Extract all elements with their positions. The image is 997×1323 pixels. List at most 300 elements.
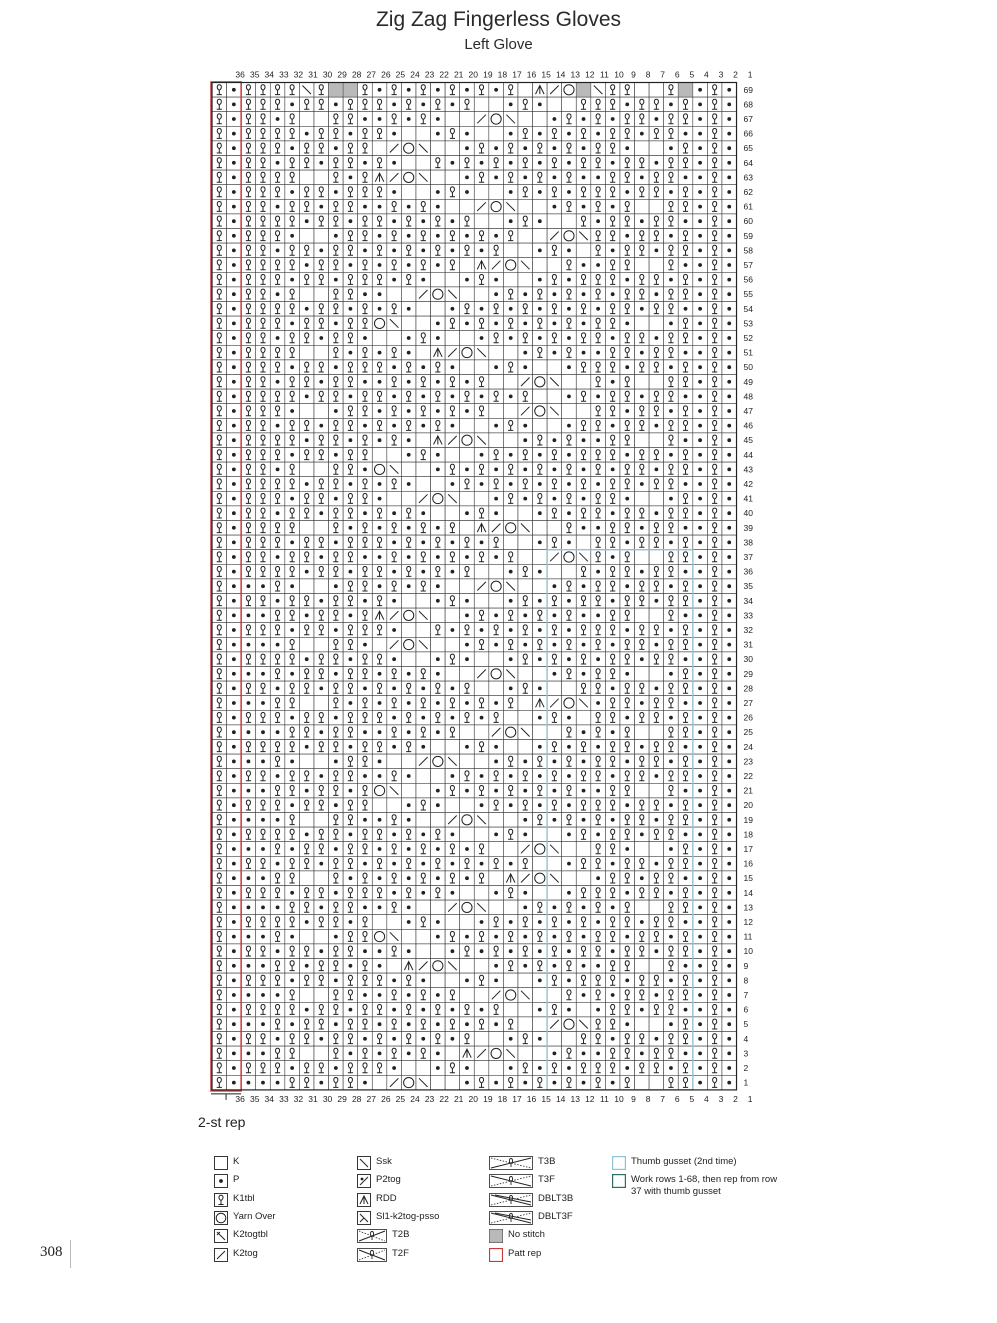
chart-cell — [343, 1046, 358, 1061]
chart-cell — [707, 521, 722, 536]
chart-cell — [445, 535, 460, 550]
chart-cell — [474, 375, 489, 390]
chart-cell — [605, 477, 620, 492]
chart-cell — [591, 156, 606, 171]
chart-cell — [533, 959, 548, 974]
chart-cell — [401, 156, 416, 171]
chart-cell — [591, 637, 606, 652]
chart-cell — [591, 798, 606, 813]
chart-cell — [343, 345, 358, 360]
chart-cell — [678, 754, 693, 769]
chart-cell — [460, 491, 475, 506]
row-label: 26 — [743, 712, 753, 723]
chart-cell — [547, 214, 562, 229]
chart-cell — [460, 506, 475, 521]
chart-cell — [299, 944, 314, 959]
chart-cell — [285, 316, 300, 331]
chart-cell — [707, 842, 722, 857]
chart-cell — [416, 214, 431, 229]
chart-cell — [576, 856, 591, 871]
chart-cell — [431, 886, 446, 901]
chart-cell — [547, 1017, 562, 1032]
chart-cell — [445, 83, 460, 98]
chart-cell — [299, 375, 314, 390]
chart-cell — [299, 316, 314, 331]
chart-cell — [547, 506, 562, 521]
chart-cell — [605, 97, 620, 112]
chart-cell — [285, 1061, 300, 1076]
chart-cell — [270, 929, 285, 944]
chart-cell — [431, 156, 446, 171]
chart-cell — [445, 360, 460, 375]
chart-cell — [635, 637, 650, 652]
chart-cell — [314, 506, 329, 521]
chart-cell — [372, 667, 387, 682]
chart-cell — [460, 900, 475, 915]
col-label-bottom: 11 — [599, 1093, 609, 1104]
chart-cell — [227, 83, 242, 98]
chart-cell — [299, 769, 314, 784]
chart-cell — [314, 404, 329, 419]
chart-cell — [401, 185, 416, 200]
chart-cell — [445, 988, 460, 1003]
chart-cell — [343, 170, 358, 185]
row-label: 15 — [743, 873, 753, 884]
chart-cell — [285, 156, 300, 171]
chart-cell — [649, 418, 664, 433]
chart-cell — [591, 97, 606, 112]
chart-cell — [299, 973, 314, 988]
chart-cell — [314, 813, 329, 828]
chart-cell — [693, 433, 708, 448]
chart-cell — [358, 521, 373, 536]
chart-cell — [649, 959, 664, 974]
chart-cell — [591, 813, 606, 828]
chart-cell — [591, 1075, 606, 1090]
chart-cell — [547, 156, 562, 171]
chart-cell — [649, 1002, 664, 1017]
chart-cell — [678, 564, 693, 579]
chart-cell — [562, 272, 577, 287]
chart-cell — [212, 608, 227, 623]
chart-cell — [518, 141, 533, 156]
chart-cell — [314, 944, 329, 959]
chart-cell — [591, 404, 606, 419]
col-label-bottom: 15 — [541, 1093, 551, 1104]
chart-cell — [635, 1046, 650, 1061]
chart-cell — [547, 404, 562, 419]
chart-cell — [562, 915, 577, 930]
row-label: 5 — [743, 1019, 749, 1030]
col-label-bottom: 6 — [674, 1093, 680, 1104]
chart-cell — [314, 462, 329, 477]
chart-cell — [635, 740, 650, 755]
chart-cell — [693, 623, 708, 638]
chart-cell — [358, 418, 373, 433]
chart-cell — [343, 126, 358, 141]
chart-cell — [416, 331, 431, 346]
chart-cell — [678, 404, 693, 419]
chart-cell — [256, 1032, 271, 1047]
chart-cell — [445, 1046, 460, 1061]
chart-cell — [416, 623, 431, 638]
chart-cell — [445, 652, 460, 667]
chart-cell — [664, 725, 679, 740]
chart-cell — [605, 375, 620, 390]
chart-cell — [576, 696, 591, 711]
chart-cell — [503, 827, 518, 842]
col-label-top: 24 — [410, 69, 420, 80]
chart-cell — [416, 170, 431, 185]
chart-cell — [722, 418, 737, 433]
chart-cell — [547, 667, 562, 682]
chart-cell — [693, 462, 708, 477]
chart-cell — [460, 199, 475, 214]
chart-cell — [445, 608, 460, 623]
chart-cell — [562, 491, 577, 506]
chart-cell — [241, 754, 256, 769]
chart-cell — [635, 185, 650, 200]
chart-cell — [489, 900, 504, 915]
chart-cell — [678, 331, 693, 346]
chart-cell — [722, 725, 737, 740]
chart-cell — [503, 564, 518, 579]
chart-cell — [693, 170, 708, 185]
chart-cell — [635, 345, 650, 360]
chart-cell — [212, 871, 227, 886]
chart-cell — [416, 126, 431, 141]
empty-icon — [214, 1156, 228, 1170]
col-label-bottom: 17 — [512, 1093, 522, 1104]
chart-cell — [547, 1002, 562, 1017]
chart-cell — [722, 448, 737, 463]
chart-cell — [518, 170, 533, 185]
col-label-top: 29 — [337, 69, 347, 80]
col-label-top: 30 — [322, 69, 333, 80]
chart-cell — [707, 856, 722, 871]
chart-cell — [256, 214, 271, 229]
chart-cell — [489, 360, 504, 375]
chart-cell — [722, 754, 737, 769]
chart-cell — [489, 856, 504, 871]
chart-cell — [576, 637, 591, 652]
chart-cell — [401, 1002, 416, 1017]
chart-cell — [591, 331, 606, 346]
chart-cell — [664, 345, 679, 360]
chart-cell — [576, 418, 591, 433]
chart-cell — [256, 229, 271, 244]
chart-cell — [678, 959, 693, 974]
chart-cell — [678, 316, 693, 331]
chart-cell — [489, 915, 504, 930]
chart-cell — [416, 564, 431, 579]
chart-cell — [358, 258, 373, 273]
chart-cell — [343, 316, 358, 331]
row-label: 61 — [743, 201, 753, 212]
chart-cell — [343, 199, 358, 214]
chart-cell — [387, 316, 402, 331]
chart-cell — [285, 827, 300, 842]
chart-cell — [212, 623, 227, 638]
row-label: 18 — [743, 829, 753, 840]
chart-cell — [372, 185, 387, 200]
col-label-top: 28 — [351, 69, 362, 80]
chart-cell — [591, 608, 606, 623]
chart-cell — [649, 637, 664, 652]
chart-cell — [343, 667, 358, 682]
col-label-bottom: 27 — [366, 1093, 377, 1104]
chart-cell — [431, 112, 446, 127]
chart-cell — [431, 623, 446, 638]
chart-cell — [372, 871, 387, 886]
chart-cell — [489, 170, 504, 185]
chart-cell — [299, 389, 314, 404]
chart-cell — [547, 959, 562, 974]
chart-cell — [270, 856, 285, 871]
chart-cell — [635, 375, 650, 390]
chart-cell — [416, 1017, 431, 1032]
chart-cell — [605, 199, 620, 214]
chart-cell — [649, 900, 664, 915]
chart-cell — [635, 214, 650, 229]
chart-cell — [664, 448, 679, 463]
chart-cell — [329, 769, 344, 784]
chart-cell — [707, 754, 722, 769]
chart-cell — [343, 1017, 358, 1032]
chart-cell — [416, 97, 431, 112]
chart-cell — [241, 345, 256, 360]
chart-cell — [707, 725, 722, 740]
chart-cell — [533, 185, 548, 200]
chart-cell — [547, 418, 562, 433]
chart-cell — [562, 433, 577, 448]
chart-cell — [401, 783, 416, 798]
chart-cell — [329, 389, 344, 404]
chart-cell — [227, 462, 242, 477]
chart-cell — [227, 1002, 242, 1017]
chart-cell — [460, 302, 475, 317]
chart-cell — [605, 535, 620, 550]
chart-cell — [620, 681, 635, 696]
chart-cell — [620, 1002, 635, 1017]
chart-cell — [387, 1032, 402, 1047]
chart-cell — [227, 973, 242, 988]
chart-cell — [401, 856, 416, 871]
chart-cell — [431, 988, 446, 1003]
chart-cell — [270, 623, 285, 638]
chart-cell — [562, 740, 577, 755]
col-label-top: 26 — [381, 69, 391, 80]
chart-cell — [445, 579, 460, 594]
chart-cell — [562, 944, 577, 959]
chart-cell — [635, 506, 650, 521]
chart-cell — [649, 769, 664, 784]
chart-cell — [299, 798, 314, 813]
chart-cell — [431, 272, 446, 287]
chart-cell — [329, 199, 344, 214]
chart-cell — [285, 579, 300, 594]
chart-cell — [299, 506, 314, 521]
chart-cell — [270, 783, 285, 798]
col-label-bottom: 25 — [395, 1093, 406, 1104]
chart-cell — [416, 418, 431, 433]
chart-cell — [329, 871, 344, 886]
chart-cell — [547, 141, 562, 156]
chart-cell — [227, 97, 242, 112]
chart-cell — [372, 477, 387, 492]
chart-cell — [678, 769, 693, 784]
chart-cell — [358, 156, 373, 171]
chart-cell — [591, 83, 606, 98]
chart-cell — [270, 462, 285, 477]
chart-cell — [256, 973, 271, 988]
chart-cell — [693, 900, 708, 915]
chart-cell — [314, 316, 329, 331]
chart-cell — [503, 944, 518, 959]
chart-cell — [256, 1061, 271, 1076]
chart-cell — [227, 375, 242, 390]
chart-cell — [387, 199, 402, 214]
chart-cell — [299, 564, 314, 579]
row-label: 8 — [743, 975, 749, 986]
chart-cell — [358, 1017, 373, 1032]
chart-cell — [576, 272, 591, 287]
chart-cell — [314, 199, 329, 214]
chart-cell — [387, 170, 402, 185]
chart-cell — [635, 243, 650, 258]
col-label-top: 6 — [674, 69, 680, 80]
chart-cell — [649, 462, 664, 477]
chart-cell — [518, 477, 533, 492]
chart-cell — [387, 448, 402, 463]
chart-cell — [270, 681, 285, 696]
chart-cell — [503, 725, 518, 740]
chart-cell — [605, 126, 620, 141]
chart-cell — [533, 97, 548, 112]
chart-cell — [314, 243, 329, 258]
chart-cell — [562, 1002, 577, 1017]
chart-cell — [518, 156, 533, 171]
chart-cell — [533, 900, 548, 915]
chart-cell — [270, 900, 285, 915]
chart-cell — [620, 856, 635, 871]
chart-cell — [285, 798, 300, 813]
chart-cell — [270, 871, 285, 886]
chart-cell — [343, 696, 358, 711]
chart-cell — [547, 199, 562, 214]
chart-cell — [314, 1002, 329, 1017]
chart-cell — [605, 1017, 620, 1032]
legend-item — [214, 1156, 239, 1172]
col-label-bottom: 7 — [660, 1093, 666, 1104]
chart-cell — [635, 83, 650, 98]
chart-cell — [445, 521, 460, 536]
chart-cell — [678, 1002, 693, 1017]
chart-cell — [329, 141, 344, 156]
chart-cell — [678, 988, 693, 1003]
chart-cell — [664, 258, 679, 273]
chart-cell — [227, 871, 242, 886]
chart-cell — [533, 667, 548, 682]
chart-cell — [270, 97, 285, 112]
chart-cell — [329, 214, 344, 229]
chart-cell — [387, 1002, 402, 1017]
chart-cell — [343, 798, 358, 813]
chart-cell — [591, 229, 606, 244]
chart-cell — [372, 594, 387, 609]
chart-cell — [533, 302, 548, 317]
chart-cell — [401, 886, 416, 901]
chart-cell — [285, 97, 300, 112]
chart-cell — [503, 1075, 518, 1090]
chart-cell — [562, 126, 577, 141]
chart-cell — [533, 988, 548, 1003]
chart-cell — [401, 725, 416, 740]
chart-cell — [474, 783, 489, 798]
chart-cell — [314, 856, 329, 871]
chart-cell — [620, 594, 635, 609]
chart-cell — [285, 141, 300, 156]
chart-cell — [401, 769, 416, 784]
chart-cell — [372, 842, 387, 857]
chart-cell — [547, 1075, 562, 1090]
chart-cell — [620, 83, 635, 98]
chart-cell — [649, 126, 664, 141]
chart-cell — [664, 959, 679, 974]
chart-cell — [664, 170, 679, 185]
chart-cell — [401, 462, 416, 477]
chart-cell — [416, 725, 431, 740]
col-label-top: 12 — [585, 69, 595, 80]
chart-cell — [503, 214, 518, 229]
chart-cell — [707, 1017, 722, 1032]
chart-cell — [518, 900, 533, 915]
chart-cell — [445, 156, 460, 171]
chart-cell — [707, 229, 722, 244]
chart-cell — [503, 1046, 518, 1061]
chart-cell — [241, 725, 256, 740]
chart-cell — [576, 1075, 591, 1090]
chart-cell — [503, 521, 518, 536]
chart-cell — [562, 754, 577, 769]
chart-cell — [343, 813, 358, 828]
chart-cell — [387, 900, 402, 915]
chart-cell — [664, 637, 679, 652]
chart-cell — [227, 813, 242, 828]
chart-cell — [401, 243, 416, 258]
chart-cell — [591, 199, 606, 214]
chart-cell — [431, 418, 446, 433]
chart-cell — [416, 959, 431, 974]
chart-cell — [329, 404, 344, 419]
chart-cell — [387, 710, 402, 725]
legend-item — [357, 1156, 392, 1172]
chart-cell — [387, 258, 402, 273]
chart-cell — [445, 564, 460, 579]
chart-cell — [533, 550, 548, 565]
chart-cell — [285, 506, 300, 521]
chart-cell — [212, 1002, 227, 1017]
chart-cell — [620, 637, 635, 652]
chart-cell — [387, 477, 402, 492]
chart-cell — [256, 783, 271, 798]
chart-cell — [591, 185, 606, 200]
chart-cell — [489, 827, 504, 842]
chart-cell — [664, 944, 679, 959]
chart-cell — [620, 740, 635, 755]
chart-cell — [605, 856, 620, 871]
chart-cell — [518, 258, 533, 273]
